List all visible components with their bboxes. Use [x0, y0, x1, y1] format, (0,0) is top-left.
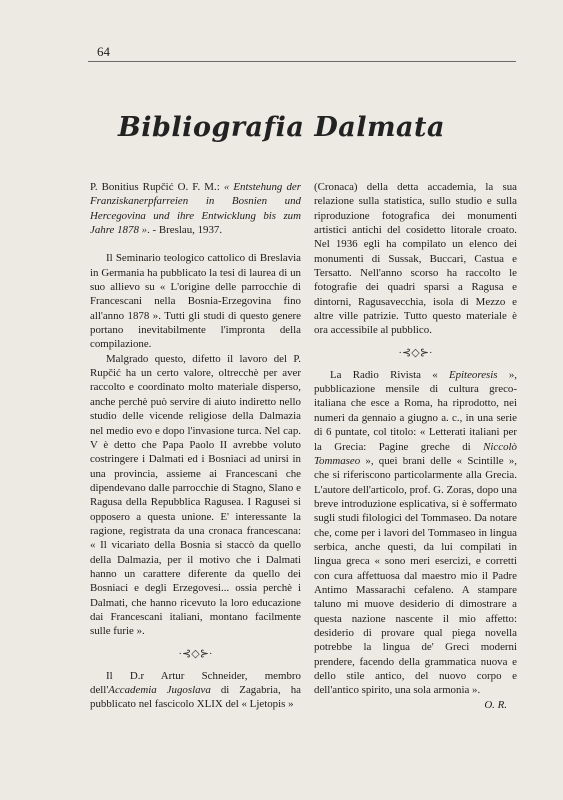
left-column: [90, 180, 301, 712]
entry2-paragraph: [90, 669, 301, 712]
page-number: 64: [97, 44, 110, 59]
entry3-journal: Epiteoresis: [448, 368, 498, 381]
entry1-book-title: « Entstehung der Franziskanerpfarreien in Bosnien und Hercegovina und ihre Entwicklung bis zum Jahre 1878 »: [90, 181, 301, 237]
entry1-publication: . - Breslau, 1937.: [147, 224, 223, 237]
page-title: Bibliografia Dalmata: [117, 112, 446, 143]
entry1-paragraph-2: Malgrado questo, difetto il lavoro del P. Rupčić ha un certo valore, oltrecchè per aver raccolto e coordinato molto materiale disperso, anche perchè può servire di aiuto indiretto nello studio delle vicende religiose della Dalmazia nel medio evo e dopo l'invasione turca. Nel cap. V è detto che Papa Paolo II avrebbe voluto costringere i Dalmati ed i Bosniaci ad unirsi in una provincia, assieme ai Francescani che dipendevano dalle parrocchie di Stagno, Slano e Ragusa della Repubblica Ragusea. I Ragusei si opposero a questa unione. E' interessante la ragione, registrata da una cronaca francescana: « Il vicariato della Bosnia si staccò da quello della Dalmazia, per il motivo che i Dalmati hanno un carattere diferente da quello dei Bosniaci e degli Erzegovesi... ossia perchè i Dalmati, che hanno ricevuto la loro educazione dai Francescani italiani, montano facilmente sulle furie ».: [90, 352, 301, 638]
entry3-lead: La Radio Rivista «: [330, 368, 449, 381]
header-rule: [88, 61, 516, 62]
entry1-paragraph-1: Il Seminario teologico cattolico di Breslavia in Germania ha pubblicato la tesi di laurea di un suo allievo su « L'origine delle parrocchie di Francescani nella Bosnia-Erzegovina fino all'anno 1878 ». Tutti gli studi di questo genere portano inevitabilmente l'impronta della compilazione.: [90, 252, 301, 351]
entry3-name: Niccolò Tommaseo: [314, 440, 517, 467]
entry3-mid2: », quei brani delle « Scintille », che si riferiscono particolarmente alla Grecia. L'autore dell'articolo, prof. G. Zoras, dopo una breve introduzione esplicativa, si è soffermato sugli studi filologici del Tommaseo. Da notare che, come per i lavori del Tommaseo in lingua serbica, anche questi, da lui compilati in lingua greca « sono meri esercizi, e corretti con cura affettuosa dal maestro mio il Padre Antimo Massarachi cefaleno. A stampare taluno mi muove desiderio di dimostrare a questa nazione nascente il mio affetto: desiderio di provare qual piega novella potrebbe la lingua de' Greci moderni prendere, facendo della grammatica nuova e dello stile antico, del nuovo corpo e dell'antico spirito, una sola armonia ».: [314, 454, 517, 697]
section-ornament: ·⊰◇⊱·: [178, 647, 213, 660]
entry2-lead: Il D.r Artur Schneider, membro dell': [90, 669, 301, 696]
signature: O. R.: [484, 698, 507, 711]
entry3-mid1: », pubblicazione mensile di cultura greco-italiana che esce a Roma, ha riprodotto, nei numeri da gennaio a giugno a. c., in una serie di 6 puntate, col titolo: « Letterati italiani per la Grecia: Pagine greche di: [314, 368, 517, 453]
entry2-rest: di Zagabria, ha pubblicato nel fascicolo XLIX del « Ljetopis »: [90, 684, 302, 711]
entry1-heading: [90, 180, 301, 237]
entry2-academy: Accademia Jugoslava: [108, 684, 211, 696]
entry3-paragraph: [314, 368, 517, 698]
section-ornament: ·⊰◇⊱·: [398, 346, 433, 359]
entry1-author: P. Bonitius Rupčić O. F. M.:: [90, 181, 224, 193]
entry2-continuation: (Cronaca) della detta accademia, la sua relazione sulla statistica, sullo studio e sulla riproduzione fotografica dei monumenti artistici antichi del cosidetto litorale croato. Nel 1936 egli ha compilato un elenco dei monumenti di Sussak, Buccari, Castua e Tersatto. Nell'anno scorso ha raccolto le fotografie dei quadri sparsi a Ragusa e dintorni, Ragusavecchia, isola di Mezzo e altre ville patrizie. Tutto questo materiale è ora accessibile al pubblico.: [314, 181, 517, 337]
right-column: [314, 180, 517, 712]
